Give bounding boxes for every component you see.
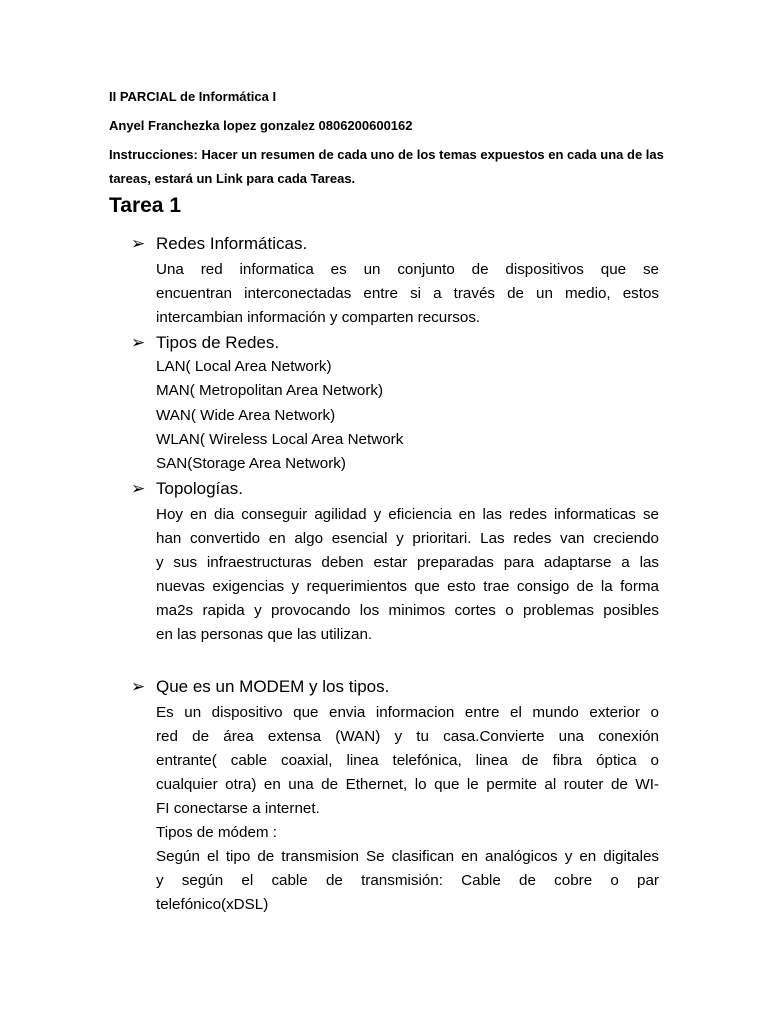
- section-title: Tarea 1: [109, 194, 181, 217]
- list-item: LAN( Local Area Network): [156, 358, 332, 375]
- arrow-bullet-icon: ➢: [131, 479, 146, 498]
- bullet-topologias: [131, 477, 243, 501]
- list-item: SAN(Storage Area Network): [156, 455, 346, 473]
- paragraph-topologias: [156, 503, 659, 647]
- paragraph-redes: [156, 258, 659, 330]
- paragraph-line: FI conectarse a internet.: [156, 800, 320, 817]
- paragraph-line: Hoy en dia conseguir agilidad y eficiencia en las redes informaticas se: [156, 506, 659, 523]
- paragraph-line: han convertido en algo esencial y prioritari. Las redes van creciendo: [156, 530, 659, 547]
- paragraph-line: red de área extensa (WAN) y tu casa.Convierte una conexión: [156, 728, 659, 745]
- heading-modem: Que es un MODEM y los tipos.: [156, 677, 390, 696]
- paragraph-line: en las personas que las utilizan.: [156, 626, 373, 643]
- list-item: WLAN( Wireless Local Area Network: [156, 430, 404, 448]
- instructions: Instrucciones: Hacer un resumen de cada uno de los temas expuestos en cada una de las tareas, estará un Link para cada Tareas.: [109, 147, 664, 186]
- paragraph-line: Una red informatica es un conjunto de dispositivos que se: [156, 261, 659, 278]
- bullet-modem: [131, 675, 389, 699]
- paragraph-line: y según el cable de transmisión: Cable de cobre o par: [156, 872, 659, 889]
- paragraph-line: cualquier otra) en una de Ethernet, lo que le permite al router de WI-: [156, 776, 659, 793]
- bullet-redes: [131, 232, 307, 256]
- arrow-bullet-icon: ➢: [131, 677, 146, 696]
- paragraph-line: intercambian información y comparten recursos.: [156, 309, 481, 326]
- arrow-bullet-icon: ➢: [131, 234, 146, 253]
- paragraph-line: Es un dispositivo que envia informacion entre el mundo exterior o: [156, 704, 659, 721]
- heading-redes: Redes Informáticas.: [156, 234, 308, 253]
- paragraph-line: entrante( cable coaxial, linea telefónica, linea de fibra óptica o: [156, 752, 659, 769]
- student-name: Anyel Franchezka lopez gonzalez 0806200600162: [109, 118, 413, 133]
- network-types-list: [156, 355, 403, 476]
- paragraph-line: ma2s rapida y provocando los minimos cortes o problemas posibles: [156, 602, 659, 619]
- heading-tipos: Tipos de Redes.: [156, 333, 280, 352]
- paragraph-line: y sus infraestructuras deben estar preparadas para adaptarse a las: [156, 554, 659, 571]
- paragraph-line: telefónico(xDSL): [156, 896, 269, 913]
- paragraph-line: encuentran interconectadas entre si a través de un medio, estos: [156, 285, 659, 302]
- paragraph-line: Según el tipo de transmision Se clasifican en analógicos y en digitales: [156, 848, 659, 865]
- heading-topologias: Topologías.: [156, 479, 243, 498]
- exam-title: II PARCIAL de Informática I: [109, 89, 277, 104]
- paragraph-line: Tipos de módem :: [156, 824, 277, 841]
- list-item: MAN( Metropolitan Area Network): [156, 382, 384, 400]
- arrow-bullet-icon: ➢: [131, 333, 146, 352]
- bullet-tipos: [131, 331, 279, 355]
- list-item: WAN( Wide Area Network): [156, 406, 336, 424]
- paragraph-line: nuevas exigencias y requerimientos que esto trae consigo de la forma: [156, 578, 659, 595]
- paragraph-modem: [156, 701, 659, 917]
